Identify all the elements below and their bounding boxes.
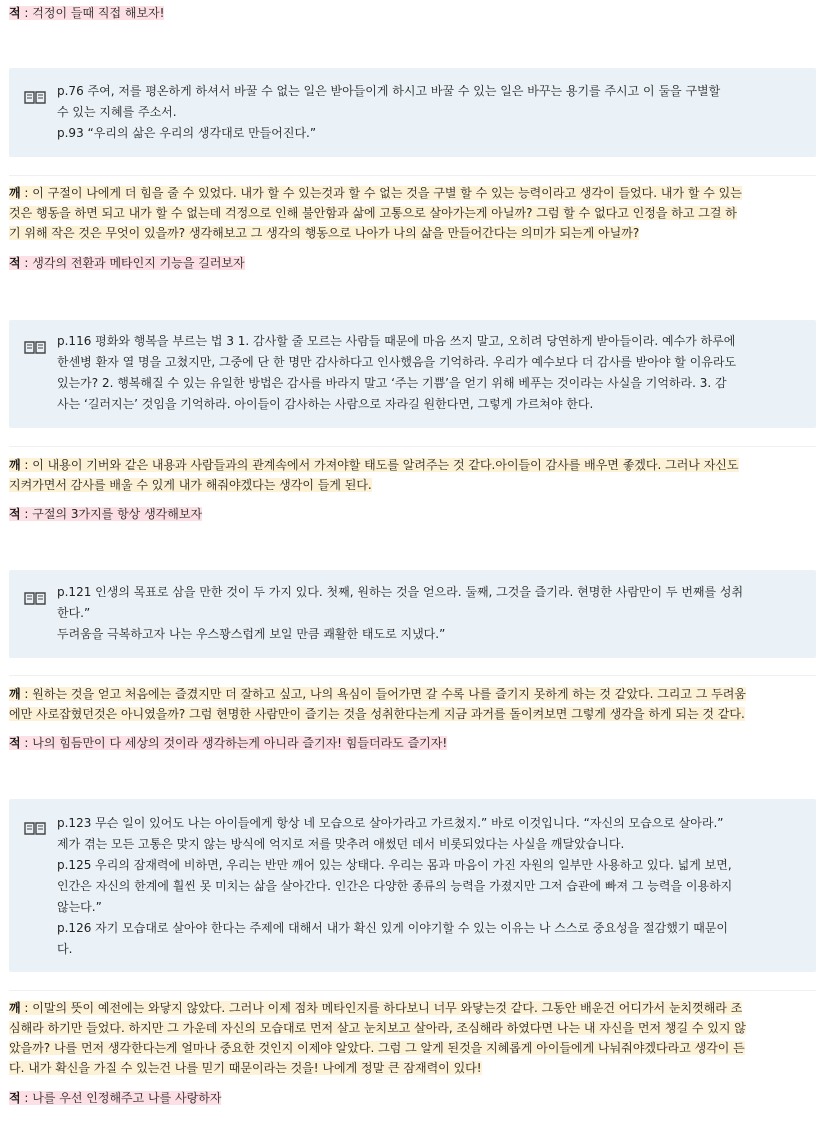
divider [9, 675, 816, 676]
quote-line: p.76 주여, 저를 평온하게 하셔서 바꿀 수 없는 일은 받아들이게 하시고 바꿀 수 있는 일은 바꾸는 용기를 주시고 이 둘을 구별할 [57, 84, 721, 98]
book-icon [24, 591, 46, 605]
jeok-text: : 걱정이 들때 직접 해보자! [20, 6, 165, 20]
jeok-line-1 [9, 253, 815, 273]
quote-text-1 [57, 81, 802, 144]
kkae-line: 기 위해 작은 것은 무엇이 있을까? 생각해보고 그 생각의 행동으로 나아가 나의 삶을 만들어간다는 의미가 되는게 아닐까? [9, 226, 640, 240]
kkae-line: : 원하는 것을 얻고 처음에는 즐겼지만 더 잘하고 싶고, 나의 욕심이 들어가면 갈 수록 나를 즐기지 못하게 하는 것 같았다. 그리고 그 두려움 [20, 687, 746, 701]
kkae-tag: 깨 [9, 687, 21, 701]
jeok-text: : 생각의 전환과 메타인지 기능을 길러보자 [20, 256, 245, 270]
kkae-line: 았을까? 나를 먼저 생각한다는게 얼마나 중요한 것인지 이제야 알았다. 그럼 그 알게 된것을 지혜롭게 아이들에게 나눠줘야겠다라고 생각이 든 [9, 1041, 745, 1055]
quote-line: 인간은 자신의 한계에 훨씬 못 미치는 삶을 살아간다. 인간은 다양한 종류의 능력을 가졌지만 그저 습관에 빠져 그 능력을 이용하지 [57, 879, 733, 893]
quote-line: 않는다.” [57, 900, 102, 914]
jeok-line-0 [9, 3, 815, 23]
quote-line: p.126 자기 모습대로 살아야 한다는 주제에 대해서 내가 확신 있게 이야기할 수 있는 이유는 나 스스로 중요성을 절감했기 때문이 [57, 921, 729, 935]
jeok-tag: 적 [9, 1091, 21, 1105]
quote-line: 제가 겪는 모든 고통은 맞지 않는 방식에 억지로 저를 맞추려 애썼던 데서 비롯되었다는 사실을 깨달았습니다. [57, 837, 625, 851]
divider [9, 990, 816, 991]
kkae-paragraph-3 [9, 684, 817, 724]
quote-box-4 [9, 799, 816, 972]
quote-line: p.116 평화와 행복을 부르는 법 3 1. 감사할 줄 모르는 사람들 때문에 마음 쓰지 말고, 오히려 당연하게 받아들이라. 예수가 하루에 [57, 334, 736, 348]
jeok-text: : 나의 힘듬만이 다 세상의 것이라 생각하는게 아니라 즐기자! 힘들더라도 즐기자! [20, 736, 448, 750]
jeok-tag: 적 [9, 507, 21, 521]
kkae-line: 심해라 하기만 들었다. 하지만 그 가운데 자신의 모습대로 먼저 살고 눈치보고 살아라, 조심해라 하였다면 나는 내 자신을 먼저 챙길 수 있지 않 [9, 1021, 746, 1035]
quote-text-2 [57, 331, 802, 415]
kkae-line: 것은 행동을 하면 되고 내가 할 수 없는데 걱정으로 인해 불안함과 삶에 고통으로 살아가는게 아닐까? 그럼 할 수 없다고 인정을 하고 그걸 하 [9, 206, 737, 220]
kkae-line: : 이말의 뜻이 예전에는 와닿지 않았다. 그러나 이제 점차 메타인지를 하다보니 너무 와닿는것 같다. 그동안 배운건 어디가서 눈치껏해라 조 [20, 1001, 743, 1015]
quote-line: 두려움을 극복하고자 나는 우스꽝스럽게 보일 만큼 쾌활한 태도로 지냈다.” [57, 627, 446, 641]
jeok-line-4 [9, 1088, 815, 1108]
kkae-paragraph-2 [9, 455, 817, 495]
kkae-line: 다. 내가 확신을 가질 수 있는건 나를 믿기 때문이라는 것을! 나에게 정말 큰 잠재력이 있다! [9, 1061, 482, 1075]
kkae-paragraph-1 [9, 183, 817, 243]
kkae-paragraph-4 [9, 998, 817, 1078]
quote-line: p.93 “우리의 삶은 우리의 생각대로 만들어진다.” [57, 126, 317, 140]
quote-line: 한다.” [57, 606, 91, 620]
kkae-line: 에만 사로잡혔던것은 아니였을까? 그럼 현명한 사람만이 즐기는 것을 성취한다는게 지금 과거를 돌이켜보면 그렇게 생각을 하게 되는 것 같다. [9, 707, 745, 721]
kkae-tag: 깨 [9, 186, 21, 200]
jeok-line-3 [9, 733, 815, 753]
jeok-text: : 나를 우선 인정해주고 나를 사랑하자 [20, 1091, 222, 1105]
book-icon [24, 340, 46, 354]
kkae-line: 지켜가면서 감사를 배울 수 있게 내가 해줘야겠다는 생각이 들게 된다. [9, 478, 372, 492]
jeok-text: : 구절의 3가지를 항상 생각해보자 [20, 507, 203, 521]
quote-text-4 [57, 813, 802, 960]
kkae-tag: 깨 [9, 1001, 21, 1015]
quote-line: 한센병 환자 열 명을 고쳤지만, 그중에 단 한 명만 감사하다고 인사했음을 기억하라. 우리가 예수보다 더 감사를 받아야 할 이유라도 [57, 355, 737, 369]
kkae-line: : 이 구절이 나에게 더 힘을 줄 수 있었다. 내가 할 수 있는것과 할 수 없는 것을 구별 할 수 있는 능력이라고 생각이 들었다. 내가 할 수 있는 [20, 186, 742, 200]
quote-box-2 [9, 320, 816, 428]
quote-line: p.121 인생의 목표로 삼을 만한 것이 두 가지 있다. 첫째, 원하는 것을 얻으라. 둘째, 그것을 즐기라. 현명한 사람만이 두 번째를 성취 [57, 585, 744, 599]
quote-line: 사는 ‘길러지는’ 것임을 기억하라. 아이들이 감사하는 사람으로 자라길 원한다면, 그렇게 가르쳐야 한다. [57, 397, 594, 411]
kkae-line: : 이 내용이 기버와 같은 내용과 사람들과의 관계속에서 가져야할 태도를 알려주는 것 같다.아이들이 감사를 배우면 좋겠다. 그러나 자신도 [20, 458, 739, 472]
quote-line: 있는가? 2. 행복해질 수 있는 유일한 방법은 감사를 바라지 말고 ‘주는 기쁨’을 얻기 위해 베푸는 것이라는 사실을 기억하라. 3. 감 [57, 376, 727, 390]
quote-line: p.123 무슨 일이 있어도 나는 아이들에게 항상 네 모습으로 살아가라고 가르쳤지.” 바로 이것입니다. “자신의 모습으로 살아라.” [57, 816, 724, 830]
book-icon [24, 90, 46, 104]
divider [9, 446, 816, 447]
divider [9, 175, 816, 176]
jeok-tag: 적 [9, 256, 21, 270]
quote-line: p.125 우리의 잠재력에 비하면, 우리는 반만 깨어 있는 상태다. 우리는 몸과 마음이 가진 자원의 일부만 사용하고 있다. 넓게 보면, [57, 858, 732, 872]
quote-line: 다. [57, 942, 73, 956]
jeok-tag: 적 [9, 736, 21, 750]
book-icon [24, 821, 46, 835]
jeok-tag: 적 [9, 6, 21, 20]
jeok-line-2 [9, 504, 815, 524]
kkae-tag: 깨 [9, 458, 21, 472]
quote-line: 수 있는 지혜를 주소서. [57, 105, 177, 119]
quote-text-3 [57, 582, 802, 645]
quote-box-1 [9, 68, 816, 157]
quote-box-3 [9, 570, 816, 658]
